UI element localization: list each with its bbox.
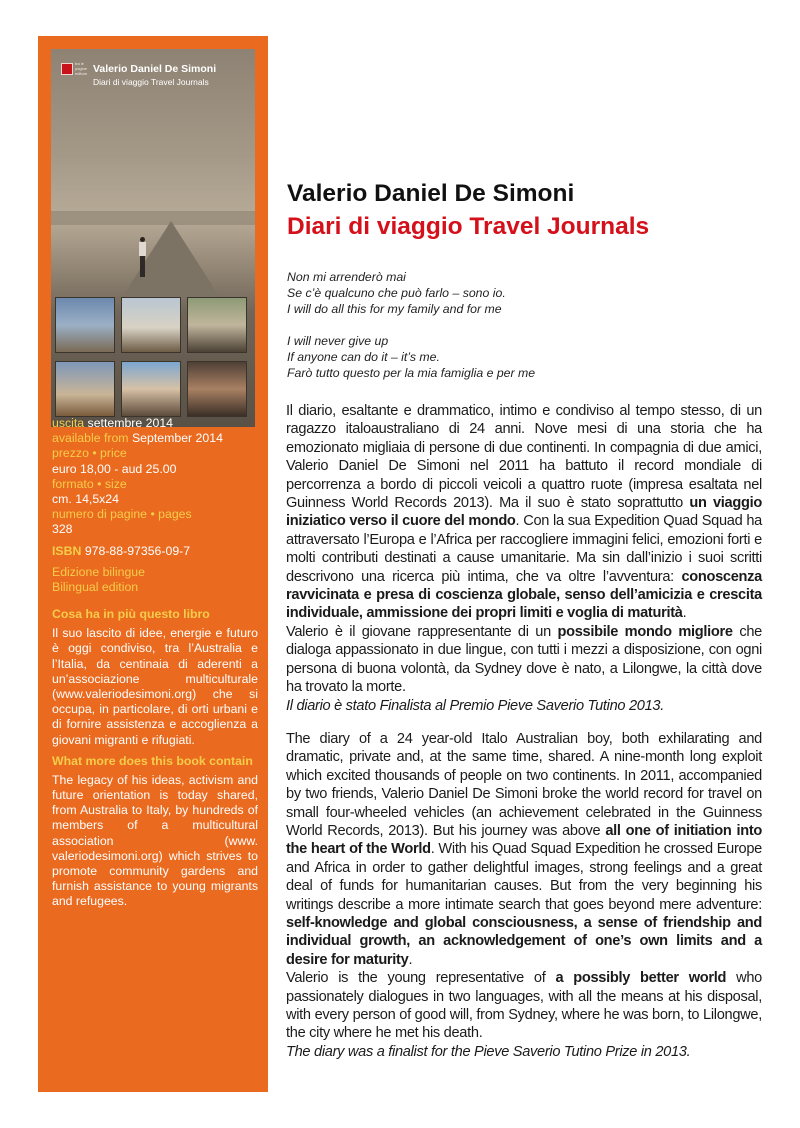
description xyxy=(286,402,762,1061)
cover-photo xyxy=(187,361,247,417)
release-value: settembre 2014 xyxy=(87,416,173,430)
book-details xyxy=(52,416,258,910)
page-title-book: Diari di viaggio Travel Journals xyxy=(287,213,650,240)
pages-value: 328 xyxy=(52,522,73,537)
price-label: prezzo • price xyxy=(52,446,127,461)
format-label: formato • size xyxy=(52,476,127,491)
description-it-prize: Il diario è stato Finalista al Premio Pieve Saverio Tutino 2013. xyxy=(286,697,665,714)
cover-photo xyxy=(121,361,181,417)
publisher-logo-icon xyxy=(61,63,73,75)
extra-it-heading: Cosa ha in più questo libro xyxy=(52,607,210,622)
poem-line: Non mi arrenderò mai xyxy=(287,270,406,284)
available-value: September 2014 xyxy=(131,431,223,446)
cover-photo xyxy=(55,297,115,353)
cover-subtitle: Diari di viaggio Travel Journals xyxy=(93,77,209,87)
epigraph-poem xyxy=(287,269,767,381)
extra-en-text: The legacy of his ideas, activism and future orientation is today shared, from Australia to Italy, by hundreds of members of a multicultural association (www. valeriodesimoni.org) which strives to promote community gardens and furnish assistance to young migrants and refugees. xyxy=(52,772,258,909)
poem-line: I will do all this for my family and for me xyxy=(287,302,502,316)
extra-en-heading: What more does this book contain xyxy=(52,753,253,768)
cover-photo xyxy=(121,297,181,353)
poem-line: If anyone can do it – it’s me. xyxy=(287,350,440,364)
edition-it: Edizione bilingue xyxy=(52,564,145,579)
cover-photo xyxy=(187,297,247,353)
release-label: uscita xyxy=(52,416,85,430)
cover-photo xyxy=(55,361,115,417)
cover-person-figure xyxy=(139,237,145,277)
cover-photo-grid xyxy=(55,297,251,421)
poem-line: Se c’è qualcuno che può farlo – sono io. xyxy=(287,286,506,300)
available-label: available from xyxy=(52,431,129,446)
poem-line: Farò tutto questo per la mia famiglia e per me xyxy=(287,366,536,380)
description-it-paragraph: Il diario, esaltante e drammatico, intimo e condiviso al tempo stesso, di un ragazzo italoaustraliano di 24 anni. Nove mesi di una storia che ha emozionato migliaia di persone di due continenti. In compagnia di due amici, Valerio Daniel De Simoni nel 2011 ha battuto il record mondiale di percorrenza a bordo di piccoli veicoli a quattro ruote (impresa esaltata nel Guinness World Records 2013). Ma il suo è stato soprattutto un viaggio iniziatico verso il cuore del mondo. Con la sua Expedition Quad Squad ha attraversato l’Europa e l’Africa per raccogliere immagini felici, emozioni forti e molti contributi destinati a cause umanitarie. Ma sin dall’inizio i suoi scritti descrivono una ricerca più intima, che va oltre l’avventura: conoscenza ravvicinata e presa di coscienza globale, senso dell’amicizia e crescita individuale, ammissione dei propri limiti e voglia di maturità. xyxy=(286,403,762,622)
page-title-author: Valerio Daniel De Simoni xyxy=(287,180,575,207)
book-cover-image xyxy=(51,49,255,427)
description-it-paragraph: Valerio è il giovane rappresentante di un possibile mondo migliore che dialoga appassionato in due lingue, con tutti i mezzi a disposizione, con ogni persona di buona volontà, da Sydney dove è nato, a Lilongwe, la città dove ha trovato la morte. xyxy=(286,623,762,696)
cover-header xyxy=(61,61,245,105)
available-line xyxy=(52,431,258,446)
description-en-prize: The diary was a finalist for the Pieve Saverio Tutino Prize in 2013. xyxy=(286,1043,691,1060)
cover-author: Valerio Daniel De Simoni xyxy=(93,63,217,75)
poem-stanza xyxy=(287,269,767,317)
price-value: euro 18,00 - aud 25.00 xyxy=(52,461,177,476)
sidebar xyxy=(38,36,268,1092)
isbn-value: 978-88-97356-09-7 xyxy=(84,543,191,558)
isbn-line xyxy=(52,544,258,559)
publisher-name: tra le pagine editore xyxy=(75,61,88,76)
format-value: cm. 14,5x24 xyxy=(52,492,119,507)
release-line xyxy=(52,416,258,431)
extra-it-text: Il suo lascito di idee, energie e futuro è oggi condiviso, tra l’Australia e l’Italia, da centinaia di aderenti a un’associazione multiculturale (www.valeriodesimoni.org) che si occupa, in particolare, di orti urbani e di fornire assistenza e accoglienza a giovani migranti e rifugiati. xyxy=(52,626,258,747)
poem-stanza xyxy=(287,333,767,381)
pages-label: numero di pagine • pages xyxy=(52,507,192,522)
description-en-paragraph: Valerio is the young representative of a possibly better world who passionately dialogues in two languages, with all the means at his disposal, with every person of good will, from Sydney, where he was born, to Lilongwe, the city where he met his death. xyxy=(286,970,762,1042)
cover-road xyxy=(121,221,221,299)
description-en-paragraph: The diary of a 24 year-old Italo Australian boy, both exhilarating and dramatic, private and, at the same time, shared. A nine-month long exploit which excited thousands of people on two continents. In 2011, accompanied by two friends, Valerio Daniel De Simoni broke the world record for travel on small four-wheeled vehicles (an achievement celebrated in the Guinness World Records, 2013). But his journey was above all one of initiation into the heart of the World. With his Quad Squad Expedition he crossed Europe and Africa in order to gather delightful images, strong feelings and a great deal of funds for humanitarian causes. But from the very beginning his writings describe a more intimate search that goes beyond mere adventure: self-knowledge and global consciousness, a sense of friendship and individual growth, an acknowledgement of one’s own limits and a desire for maturity. xyxy=(286,730,763,968)
poem-line: I will never give up xyxy=(287,334,389,348)
edition-en: Bilingual edition xyxy=(52,580,139,595)
isbn-label: ISBN xyxy=(52,543,82,558)
